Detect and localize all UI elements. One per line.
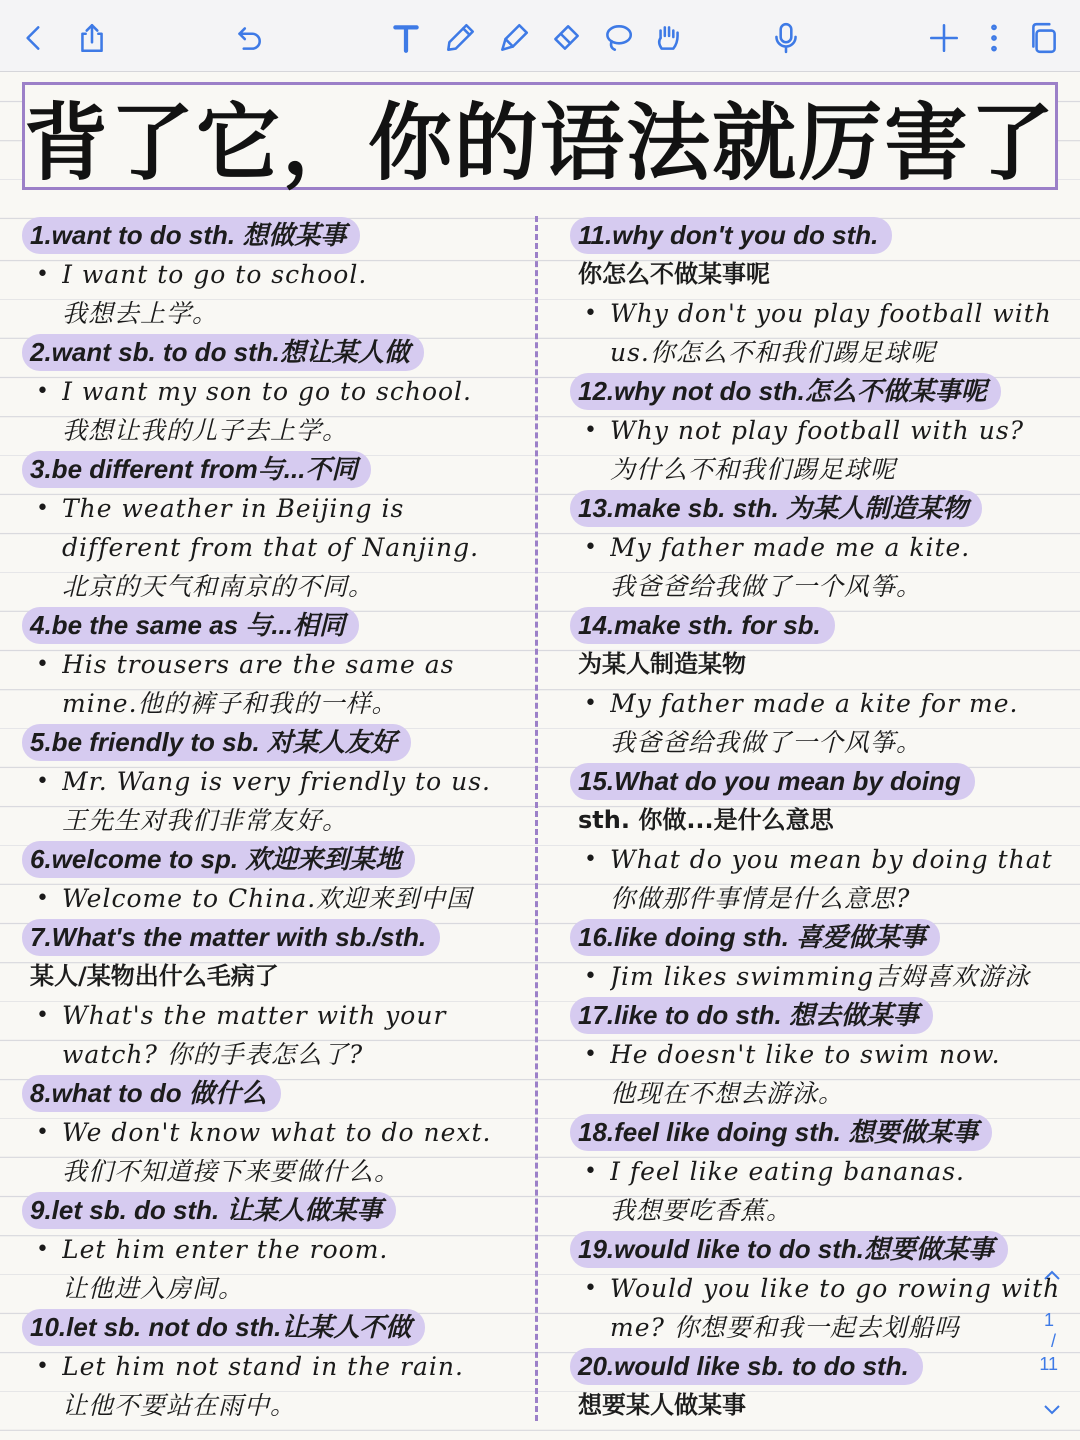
example-block — [570, 957, 1075, 996]
share-icon[interactable] — [72, 18, 112, 58]
example-block — [22, 762, 527, 840]
example-block — [22, 1113, 527, 1191]
heading-highlight: 19.would like to do sth.想要做某事 — [570, 1231, 1008, 1268]
example-block — [570, 1152, 1075, 1230]
example-line: The weather in Beijing is — [62, 494, 405, 523]
grammar-item — [22, 1191, 527, 1308]
column-divider — [535, 216, 538, 1421]
left-column — [22, 216, 527, 1425]
chevron-down-icon[interactable] — [1042, 1400, 1062, 1421]
undo-icon[interactable] — [228, 18, 268, 58]
heading-highlight: 7.What's the matter with sb./sth. — [22, 919, 440, 956]
bullet-icon: • — [584, 535, 598, 560]
heading-highlight: 4.be the same as 与...相同 — [22, 607, 359, 644]
bullet-icon: • — [36, 379, 50, 404]
item-heading — [570, 762, 1075, 801]
page-separator: / — [1050, 1331, 1056, 1351]
notebook-page — [0, 72, 1080, 1440]
page-current: 1 — [1043, 1310, 1054, 1330]
bullet-icon: • — [584, 1159, 598, 1184]
bullet-icon: • — [584, 418, 598, 443]
page-title: 背了它，你的语法就厉害了 — [24, 93, 1057, 192]
example-line: 让他不要站在雨中。 — [62, 1391, 297, 1420]
bullet-icon: • — [584, 1042, 598, 1067]
item-heading — [22, 723, 527, 762]
example-line: What do you mean by doing that — [610, 845, 1053, 874]
example-line: My father made me a kite. — [610, 533, 971, 562]
grammar-item — [22, 918, 527, 1074]
item-heading — [22, 1308, 527, 1347]
example-block — [570, 294, 1075, 372]
heading-highlight: 16.like doing sth. 喜爱做某事 — [570, 919, 940, 956]
grammar-item — [570, 372, 1075, 489]
heading-highlight: 14.make sth. for sb. — [570, 607, 835, 644]
page-total: 11 — [1039, 1354, 1058, 1374]
grammar-item — [570, 489, 1075, 606]
microphone-icon[interactable] — [766, 18, 806, 58]
grammar-item — [570, 918, 1075, 996]
lasso-icon[interactable] — [598, 18, 638, 58]
item-heading — [22, 606, 527, 645]
example-block — [570, 1269, 1075, 1347]
example-line: 为什么不和我们踢足球呢 — [610, 455, 897, 484]
example-block — [22, 372, 527, 450]
example-line: We don't know what to do next. — [62, 1118, 492, 1147]
example-line: He doesn't like to swim now. — [610, 1040, 1001, 1069]
example-block — [22, 1347, 527, 1425]
item-heading — [22, 216, 527, 255]
item-heading — [570, 1347, 1075, 1386]
grammar-item — [22, 840, 527, 918]
heading-highlight: 10.let sb. not do sth.让某人不做 — [22, 1309, 425, 1346]
item-heading — [570, 1230, 1075, 1269]
heading-highlight: 2.want sb. to do sth.想让某人做 — [22, 334, 424, 371]
plus-icon[interactable] — [924, 18, 964, 58]
bullet-icon: • — [36, 262, 50, 287]
chevron-up-icon[interactable] — [1042, 1266, 1062, 1287]
right-column — [570, 216, 1075, 1425]
heading-highlight: 8.what to do 做什么 — [22, 1075, 281, 1112]
example-line: 我想让我的儿子去上学。 — [62, 416, 349, 445]
eraser-icon[interactable] — [546, 18, 586, 58]
grammar-item — [570, 1113, 1075, 1230]
bullet-icon: • — [36, 496, 50, 521]
item-heading — [22, 1191, 527, 1230]
grammar-item — [570, 996, 1075, 1113]
example-block — [570, 684, 1075, 762]
bullet-icon: • — [36, 1237, 50, 1262]
example-block — [22, 489, 527, 606]
heading-highlight: 6.welcome to sp. 欢迎来到某地 — [22, 841, 415, 878]
example-block — [570, 411, 1075, 489]
example-line: 他现在不想去游泳。 — [610, 1079, 845, 1108]
heading-highlight: 11.why don't you do sth. — [570, 217, 892, 254]
item-heading — [22, 333, 527, 372]
title-frame — [22, 82, 1058, 190]
item-heading-meaning: sth. 你做...是什么意思 — [578, 806, 834, 834]
example-line: I feel like eating bananas. — [610, 1157, 965, 1186]
heading-highlight: 15.What do you mean by doing — [570, 763, 975, 800]
bullet-icon: • — [584, 301, 598, 326]
example-line: Welcome to China.欢迎来到中国 — [62, 884, 473, 913]
grammar-item — [22, 723, 527, 840]
example-block — [22, 1230, 527, 1308]
example-line: Mr. Wang is very friendly to us. — [62, 767, 491, 796]
example-line: Why don't you play football with — [610, 299, 1052, 328]
item-heading — [570, 918, 1075, 957]
item-heading — [22, 918, 527, 957]
example-line: different from that of Nanjing. — [62, 533, 480, 562]
example-block — [570, 1035, 1075, 1113]
item-heading — [22, 450, 527, 489]
bullet-icon: • — [584, 847, 598, 872]
item-heading — [570, 606, 1075, 645]
example-line: 北京的天气和南京的不同。 — [62, 572, 375, 601]
item-heading — [570, 372, 1075, 411]
example-line: watch? 你的手表怎么了? — [62, 1040, 364, 1069]
grammar-item — [570, 216, 1075, 372]
example-line: 你做那件事情是什么意思? — [610, 884, 911, 913]
bullet-icon: • — [36, 652, 50, 677]
grammar-item — [570, 606, 1075, 762]
example-line: 我爸爸给我做了一个风筝。 — [610, 572, 923, 601]
item-heading-meaning: 某人/某物出什么毛病了 — [30, 962, 279, 990]
example-line: 我想要吃香蕉。 — [610, 1196, 793, 1225]
example-line: His trousers are the same as — [62, 650, 455, 679]
highlighter-icon[interactable] — [494, 18, 534, 58]
example-line: me? 你想要和我一起去划船吗 — [610, 1313, 960, 1342]
item-heading — [570, 216, 1075, 255]
item-heading-meaning: 为某人制造某物 — [578, 650, 746, 678]
chevron-left-icon[interactable] — [14, 18, 54, 58]
bullet-icon: • — [36, 886, 50, 911]
pages-icon[interactable] — [1024, 18, 1064, 58]
item-heading-meaning: 想要某人做某事 — [578, 1391, 746, 1419]
grammar-item — [22, 606, 527, 723]
grammar-item — [22, 333, 527, 450]
bullet-icon: • — [584, 1276, 598, 1301]
example-line: 我们不知道接下来要做什么。 — [62, 1157, 401, 1186]
pen-icon[interactable] — [440, 18, 480, 58]
heading-highlight: 18.feel like doing sth. 想要做某事 — [570, 1114, 992, 1151]
example-line: 我想去上学。 — [62, 299, 219, 328]
example-block — [22, 996, 527, 1074]
grammar-item — [22, 216, 527, 333]
example-line: 王先生对我们非常友好。 — [62, 806, 349, 835]
text-tool-icon[interactable] — [386, 18, 426, 58]
heading-highlight: 9.let sb. do sth. 让某人做某事 — [22, 1192, 396, 1229]
example-line: mine.他的裤子和我的一样。 — [62, 689, 398, 718]
example-line: I want to go to school. — [62, 260, 368, 289]
example-block — [22, 255, 527, 333]
heading-highlight: 1.want to do sth. 想做某事 — [22, 217, 360, 254]
heading-highlight: 20.would like sb. to do sth. — [570, 1348, 923, 1385]
bullet-icon: • — [584, 964, 598, 989]
grammar-item — [570, 1347, 1075, 1425]
heading-highlight: 3.be different from与...不同 — [22, 451, 371, 488]
toolbar — [0, 0, 1080, 72]
more-vertical-icon[interactable] — [974, 18, 1014, 58]
grammar-item — [22, 1074, 527, 1191]
hand-icon[interactable] — [648, 18, 688, 58]
example-line: Jim likes swimming吉姆喜欢游泳 — [610, 962, 1031, 991]
item-heading — [570, 996, 1075, 1035]
heading-highlight: 12.why not do sth.怎么不做某事呢 — [570, 373, 1001, 410]
grammar-item — [22, 1308, 527, 1425]
grammar-item — [22, 450, 527, 606]
item-heading-meaning: 你怎么不做某事呢 — [578, 260, 770, 288]
item-heading — [570, 489, 1075, 528]
example-line: us.你怎么不和我们踢足球呢 — [610, 338, 936, 367]
example-block — [22, 879, 527, 918]
example-line: Would you like to go rowing with — [610, 1274, 1061, 1303]
example-line: 我爸爸给我做了一个风筝。 — [610, 728, 923, 757]
example-line: Let him enter the room. — [62, 1235, 389, 1264]
bullet-icon: • — [36, 1120, 50, 1145]
grammar-item — [570, 762, 1075, 918]
heading-highlight: 17.like to do sth. 想去做某事 — [570, 997, 933, 1034]
heading-highlight: 5.be friendly to sb. 对某人友好 — [22, 724, 411, 761]
item-heading — [22, 1074, 527, 1113]
bullet-icon: • — [36, 1354, 50, 1379]
example-line: Why not play football with us? — [610, 416, 1025, 445]
example-line: Let him not stand in the rain. — [62, 1352, 464, 1381]
item-heading — [570, 1113, 1075, 1152]
example-line: My father made a kite for me. — [610, 689, 1019, 718]
grammar-item — [570, 1230, 1075, 1347]
bullet-icon: • — [584, 691, 598, 716]
item-heading — [22, 840, 527, 879]
bullet-icon: • — [36, 1003, 50, 1028]
example-line: I want my son to go to school. — [62, 377, 472, 406]
example-block — [570, 528, 1075, 606]
example-line: What's the matter with your — [62, 1001, 447, 1030]
heading-highlight: 13.make sb. sth. 为某人制造某物 — [570, 490, 982, 527]
example-line: 让他进入房间。 — [62, 1274, 245, 1303]
bullet-icon: • — [36, 769, 50, 794]
example-block — [22, 645, 527, 723]
example-block — [570, 840, 1075, 918]
